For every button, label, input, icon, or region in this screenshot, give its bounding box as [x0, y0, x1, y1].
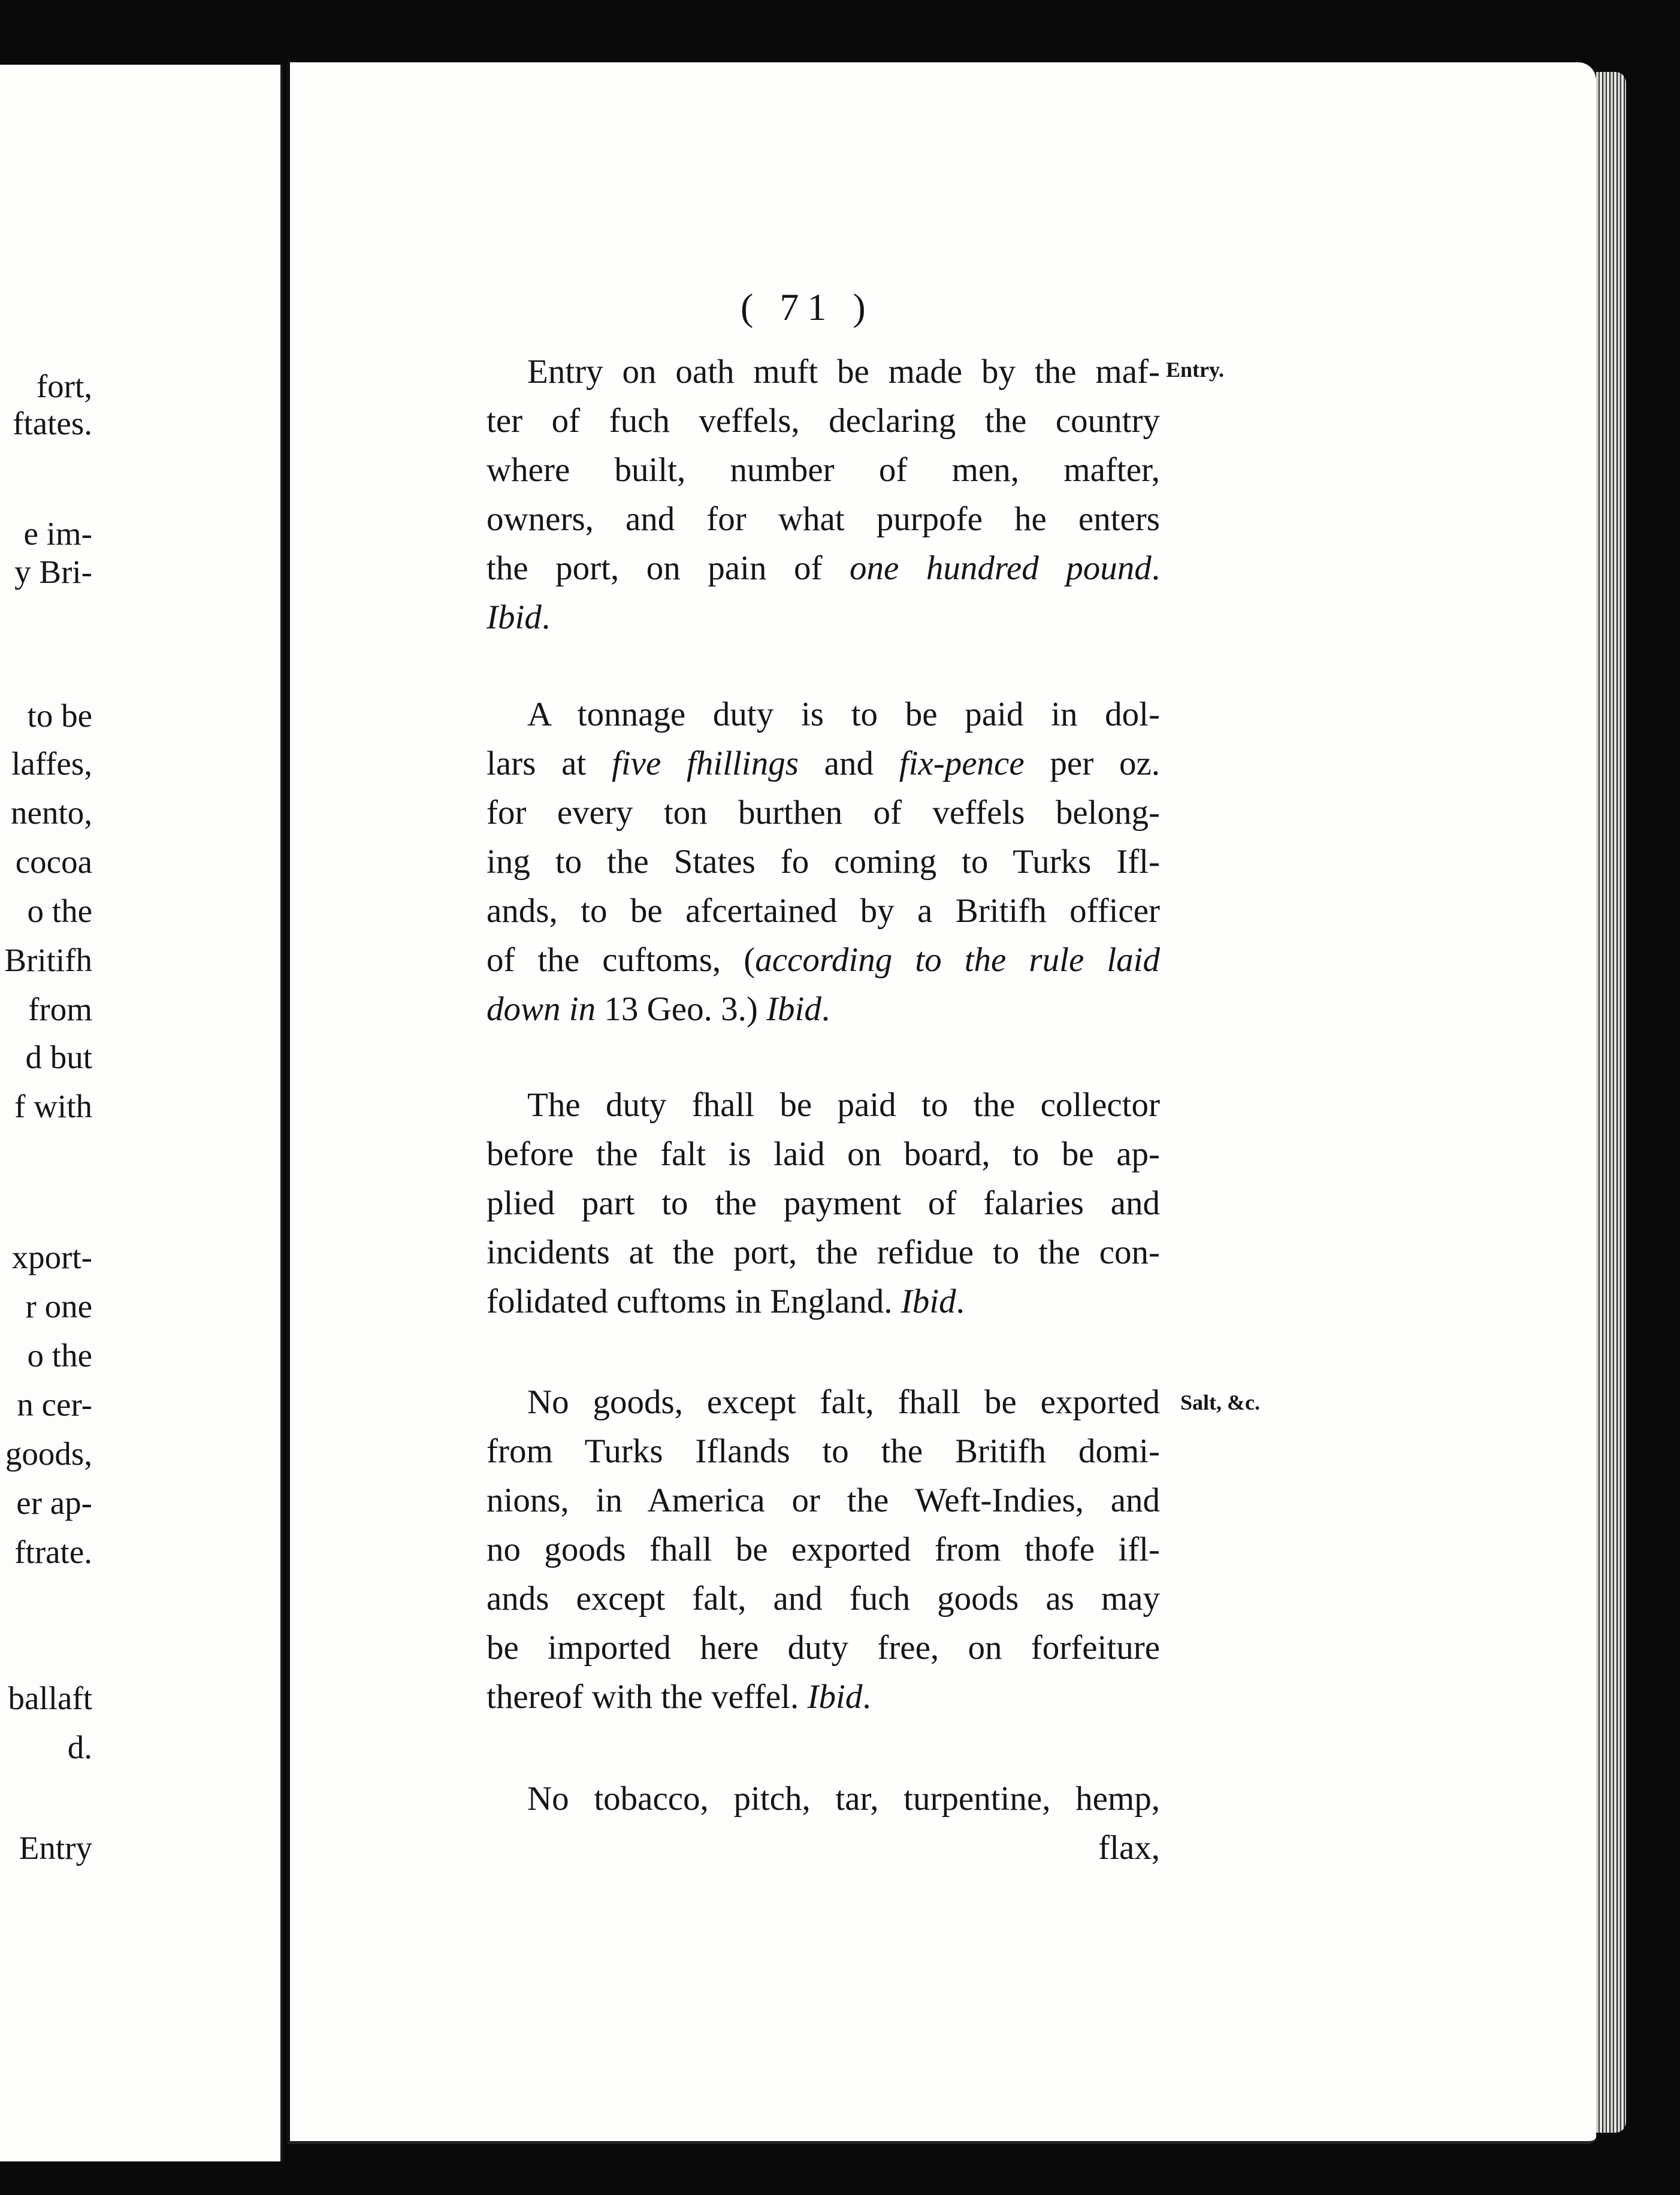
left-page-line: ftrate. — [14, 1534, 92, 1570]
text-line: lars at five fhillings and fix-pence per oz. — [487, 745, 1160, 782]
text-line: Ibid. — [487, 598, 551, 636]
left-page-line: cocoa — [15, 843, 92, 880]
left-page-line: ballaft — [8, 1680, 92, 1716]
text-line: no goods fhall be exported from thofe ifl- — [487, 1531, 1160, 1568]
page-number: ( 71 ) — [741, 286, 874, 328]
text-line: The duty fhall be paid to the collector — [527, 1086, 1160, 1124]
left-page-line: d. — [67, 1729, 92, 1765]
text-line: before the falt is laid on board, to be ap- — [487, 1135, 1160, 1173]
left-page-line: ftates. — [13, 405, 92, 442]
text-line: folidated cuftoms in England. Ibid. — [487, 1283, 965, 1320]
left-page-line: d but — [25, 1039, 92, 1075]
text-line: where built, number of men, mafter, — [487, 451, 1160, 489]
left-page-line: o the — [27, 893, 92, 929]
text-line: No tobacco, pitch, tar, turpentine, hemp, — [527, 1780, 1160, 1818]
text-line: down in 13 Geo. 3.) Ibid. — [487, 990, 830, 1028]
text-line: ter of fuch veffels, declaring the country — [487, 402, 1160, 440]
left-page-line: laffes, — [11, 745, 92, 782]
text-line: the port, on pain of one hundred pound. — [487, 549, 1160, 587]
left-page-line: nento, — [11, 794, 92, 831]
page-edge — [1596, 72, 1626, 2133]
left-page-line: r one — [25, 1288, 92, 1325]
text-line: No goods, except falt, fhall be exported — [527, 1383, 1160, 1421]
left-page-line: e im- — [23, 515, 92, 552]
left-page-line: y Bri- — [14, 554, 92, 590]
left-page-line: to be — [27, 697, 92, 734]
left-page-line: er ap- — [16, 1485, 92, 1521]
left-page-line: n cer- — [17, 1386, 92, 1423]
text-line: owners, and for what purpofe he enters — [487, 500, 1160, 538]
left-page-line: fort, — [36, 368, 92, 404]
left-page-line: from — [28, 991, 92, 1027]
text-line: ands except falt, and fuch goods as may — [487, 1580, 1160, 1617]
text-line: flax, — [1098, 1829, 1160, 1867]
text-line: incidents at the port, the refidue to the con- — [487, 1233, 1160, 1271]
margin-note-salt: Salt, &c. — [1180, 1390, 1260, 1414]
left-page-line: Entry — [19, 1830, 92, 1866]
text-line: be imported here duty free, on forfeiture — [487, 1629, 1160, 1667]
left-page-line: f with — [14, 1088, 92, 1124]
text-line: ing to the States fo coming to Turks Ifl- — [487, 843, 1160, 881]
left-page-line: xport- — [11, 1239, 92, 1275]
text-line: nions, in America or the Weft-Indies, and — [487, 1482, 1160, 1519]
left-page-line: Britifh — [4, 942, 92, 978]
margin-note-entry: Entry. — [1166, 358, 1225, 382]
left-page-line: o the — [27, 1337, 92, 1374]
text-line: for every ton burthen of veffels belong- — [487, 794, 1160, 832]
text-line: of the cuftoms, (according to the rule laid — [487, 941, 1160, 979]
text-line: ands, to be afcertained by a Britifh officer — [487, 892, 1160, 930]
text-line: from Turks Iflands to the Britifh domi- — [487, 1432, 1160, 1470]
text-line: plied part to the payment of falaries and — [487, 1184, 1160, 1222]
text-line: A tonnage duty is to be paid in dol- — [527, 696, 1160, 733]
text-line: thereof with the veffel. Ibid. — [487, 1678, 871, 1716]
text-line: Entry on oath muft be made by the maf- — [527, 353, 1160, 391]
left-page-line: goods, — [5, 1435, 92, 1472]
